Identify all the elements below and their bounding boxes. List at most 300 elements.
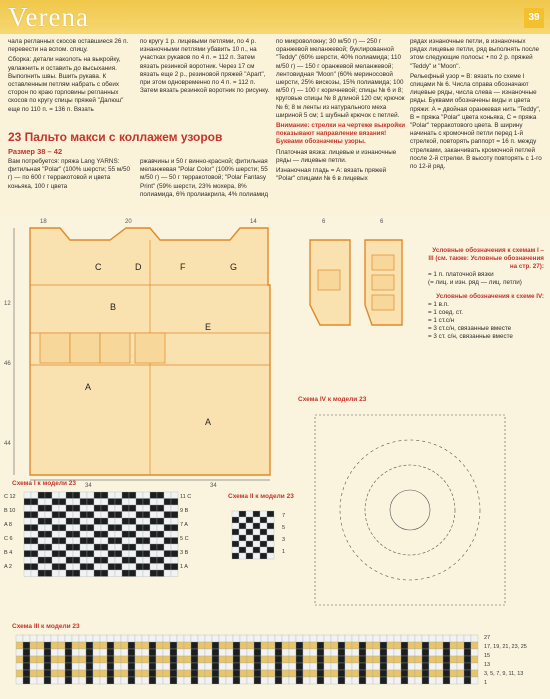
grid-cell (366, 663, 373, 670)
grid-cell (219, 649, 226, 656)
grid-cell (415, 649, 422, 656)
svg-text:11 C: 11 C (180, 494, 192, 500)
grid-cell (254, 656, 261, 663)
grid-cell (164, 570, 171, 577)
grid-cell (464, 642, 471, 649)
grid-cell (401, 635, 408, 642)
grid-cell (44, 677, 51, 684)
grid-cell (52, 525, 59, 532)
grid-cell (107, 663, 114, 670)
paragraph: Вам потребуется: пряжа Lang YARNS: фитильная "Polar" (100% шерсти; 55 м/50 г) — по 600 г терракотовой и цвета коньяка, 100 г цвета (8, 158, 131, 190)
grid-cell (429, 670, 436, 677)
svg-text:46: 46 (4, 361, 11, 367)
grid-cell (157, 557, 164, 564)
grid-cell (128, 663, 135, 670)
grid-cell (401, 656, 408, 663)
grid-cell (436, 663, 443, 670)
grid-cell (177, 677, 184, 684)
grid-cell (93, 642, 100, 649)
grid-cell (24, 492, 31, 499)
grid-cell (373, 656, 380, 663)
grid-cell (408, 677, 415, 684)
grid-cell (205, 663, 212, 670)
grid-cell (450, 642, 457, 649)
grid-cell (191, 635, 198, 642)
grid-cell (143, 499, 150, 506)
grid-cell (59, 499, 66, 506)
grid-cell (115, 531, 122, 538)
grid-cell (114, 649, 121, 656)
grid-cell (52, 512, 59, 519)
grid-cell (338, 642, 345, 649)
size-label: Размер 38 – 42 (8, 147, 63, 156)
grid-cell (254, 670, 261, 677)
grid-cell (114, 656, 121, 663)
grid-cell (59, 564, 66, 571)
grid-cell (122, 518, 129, 525)
paragraph: рядах изнаночные петли, в изнаночных рядах лицевые петли, ряд выполнять после этом следующие полосы: • по 2 р. пряжей "Teddy" и "Moon". (410, 38, 540, 70)
grid-cell (331, 635, 338, 642)
grid-cell (31, 557, 38, 564)
grid-cell (23, 670, 30, 677)
grid-cell (128, 677, 135, 684)
grid-cell (380, 649, 387, 656)
grid-cell (129, 492, 136, 499)
grid-cell (65, 635, 72, 642)
grid-cell (457, 656, 464, 663)
grid-cell (24, 531, 31, 538)
legend-item: = 1 в.п. (428, 301, 449, 308)
grid-cell (51, 656, 58, 663)
piece-label: D (135, 262, 142, 272)
grid-cell (317, 642, 324, 649)
grid-cell (289, 649, 296, 656)
grid-cell (59, 518, 66, 525)
grid-cell (429, 649, 436, 656)
grid-cell (143, 564, 150, 571)
grid-cell (352, 642, 359, 649)
grid-cell (184, 656, 191, 663)
grid-cell (24, 557, 31, 564)
brand-logo: Verena (8, 2, 89, 32)
grid-cell (345, 635, 352, 642)
grid-cell (150, 492, 157, 499)
grid-cell (268, 642, 275, 649)
grid-cell (108, 518, 115, 525)
grid-cell (38, 557, 45, 564)
grid-cell (275, 670, 282, 677)
crochet-motif (315, 415, 505, 605)
grid-cell (170, 670, 177, 677)
grid-cell (66, 551, 73, 558)
grid-cell (38, 531, 45, 538)
grid-cell (317, 663, 324, 670)
grid-cell (65, 656, 72, 663)
grid-cell (73, 570, 80, 577)
grid-cell (80, 551, 87, 558)
grid-cell (247, 656, 254, 663)
grid-cell (303, 663, 310, 670)
grid-cell (394, 642, 401, 649)
grid-cell (366, 677, 373, 684)
grid-cell (471, 649, 478, 656)
grid-cell (233, 670, 240, 677)
grid-cell (31, 505, 38, 512)
grid-cell (240, 635, 247, 642)
grid-cell (59, 492, 66, 499)
grid-cell (94, 564, 101, 571)
grid-cell (37, 635, 44, 642)
grid-cell (136, 512, 143, 519)
grid-cell (156, 642, 163, 649)
grid-cell (143, 570, 150, 577)
svg-text:9 B: 9 B (180, 508, 189, 514)
grid-cell (443, 642, 450, 649)
grid-cell (260, 511, 267, 517)
grid-cell (128, 656, 135, 663)
grid-cell (122, 564, 129, 571)
svg-text:B 10: B 10 (4, 508, 16, 514)
grid-cell (171, 492, 178, 499)
grid-cell (66, 518, 73, 525)
grid-cell (122, 544, 129, 551)
grid-cell (331, 663, 338, 670)
grid-cell (177, 656, 184, 663)
grid-cell (219, 670, 226, 677)
grid-cell (59, 570, 66, 577)
grid-cell (164, 544, 171, 551)
grid-cell (157, 564, 164, 571)
grid-cell (247, 635, 254, 642)
grid-cell (282, 670, 289, 677)
grid-cell (184, 677, 191, 684)
grid-cell (101, 505, 108, 512)
scheme-3-grid (16, 635, 478, 684)
grid-cell (232, 541, 239, 547)
grid-cell (289, 670, 296, 677)
grid-cell (45, 570, 52, 577)
grid-cell (232, 529, 239, 535)
scheme-2-grid (232, 511, 274, 559)
grid-cell (380, 677, 387, 684)
grid-cell (73, 499, 80, 506)
grid-cell (387, 656, 394, 663)
grid-cell (457, 649, 464, 656)
svg-text:3: 3 (282, 537, 286, 543)
grid-cell (101, 512, 108, 519)
grid-cell (115, 512, 122, 519)
grid-cell (254, 677, 261, 684)
grid-cell (100, 677, 107, 684)
grid-cell (331, 677, 338, 684)
grid-cell (331, 656, 338, 663)
grid-cell (129, 570, 136, 577)
grid-cell (16, 635, 23, 642)
grid-cell (260, 535, 267, 541)
grid-cell (38, 505, 45, 512)
grid-cell (94, 544, 101, 551)
grid-cell (108, 564, 115, 571)
grid-cell (86, 649, 93, 656)
grid-cell (58, 649, 65, 656)
grid-cell (128, 642, 135, 649)
grid-cell (191, 656, 198, 663)
grid-cell (135, 649, 142, 656)
grid-cell (31, 512, 38, 519)
grid-cell (45, 492, 52, 499)
grid-cell (254, 649, 261, 656)
grid-cell (171, 505, 178, 512)
grid-cell (149, 670, 156, 677)
grid-cell (66, 538, 73, 545)
grid-cell (142, 677, 149, 684)
grid-cell (268, 677, 275, 684)
grid-cell (233, 635, 240, 642)
grid-cell (163, 663, 170, 670)
grid-cell (408, 656, 415, 663)
grid-cell (37, 649, 44, 656)
grid-cell (52, 538, 59, 545)
grid-cell (422, 656, 429, 663)
grid-cell (359, 656, 366, 663)
grid-cell (87, 525, 94, 532)
grid-cell (108, 557, 115, 564)
grid-cell (31, 531, 38, 538)
grid-cell (94, 505, 101, 512)
grid-cell (80, 557, 87, 564)
grid-cell (87, 538, 94, 545)
paragraph: по микроволокну; 30 м/50 г) — 250 г оранжевой меланжевой; буклированной "Teddy" (60% шерсти, 40% полиамида; 110 м/50 г) — 150 г оранжевой меланжевой; лентовидная "Moon" (60% мериносовой шерсти, 25% вискозы, 15% полиамида; 100 м/50 г) — 100 г коричневой; спицы № 6 и 8; круговые спицы № 8 длиной 120 см; крючок № 6; 8 м ленты из натурального меха шириной 5 см; 1 шубный крючок с петлей. (276, 38, 405, 119)
grid-cell (450, 649, 457, 656)
grid-cell (45, 525, 52, 532)
text-column-4 (410, 38, 544, 173)
grid-cell (170, 642, 177, 649)
grid-cell (253, 529, 260, 535)
grid-cell (114, 663, 121, 670)
grid-cell (324, 642, 331, 649)
grid-cell (232, 523, 239, 529)
grid-cell (275, 642, 282, 649)
svg-text:5 C: 5 C (180, 536, 189, 542)
grid-cell (317, 649, 324, 656)
page-number: 39 (524, 8, 544, 28)
grid-cell (80, 492, 87, 499)
grid-cell (331, 649, 338, 656)
grid-cell (171, 544, 178, 551)
grid-cell (366, 649, 373, 656)
grid-cell (164, 518, 171, 525)
grid-cell (80, 505, 87, 512)
paragraph: ржавчины и 50 г винно-красной; фитильная меланжевая "Polar Color" (100% шерсти; 55 м/50 г) — 50 г терракотовой; "Polar Fantasy Print" (59% шерсти, 23% мохера, 8% полиамида, 6% пролиакрила, 4% полиамид (140, 158, 269, 198)
grid-cell (45, 564, 52, 571)
grid-cell (157, 551, 164, 558)
grid-cell (115, 551, 122, 558)
grid-cell (267, 517, 274, 523)
grid-cell (45, 499, 52, 506)
grid-cell (52, 518, 59, 525)
grid-cell (443, 649, 450, 656)
grid-cell (408, 635, 415, 642)
grid-cell (45, 538, 52, 545)
grid-cell (115, 570, 122, 577)
grid-cell (86, 656, 93, 663)
grid-cell (31, 492, 38, 499)
grid-cell (86, 670, 93, 677)
svg-text:C 6: C 6 (4, 536, 13, 542)
grid-cell (247, 642, 254, 649)
grid-cell (86, 642, 93, 649)
paragraph: Внимание: стрелки на чертеже выкройки показывают направление вязания! Буквами обозначены узоры. (276, 122, 406, 146)
grid-cell (247, 677, 254, 684)
grid-cell (23, 649, 30, 656)
grid-cell (31, 525, 38, 532)
grid-cell (267, 553, 274, 559)
grid-cell (94, 525, 101, 532)
grid-cell (142, 656, 149, 663)
grid-cell (87, 492, 94, 499)
grid-cell (115, 564, 122, 571)
grid-cell (51, 677, 58, 684)
grid-cell (52, 570, 59, 577)
grid-cell (198, 649, 205, 656)
grid-cell (464, 677, 471, 684)
grid-cell (233, 649, 240, 656)
grid-cell (253, 535, 260, 541)
grid-cell (443, 656, 450, 663)
grid-cell (464, 663, 471, 670)
grid-cell (268, 635, 275, 642)
grid-cell (80, 518, 87, 525)
grid-cell (219, 642, 226, 649)
grid-cell (101, 492, 108, 499)
grid-cell (149, 656, 156, 663)
grid-cell (324, 649, 331, 656)
grid-cell (380, 670, 387, 677)
svg-text:3 B: 3 B (180, 550, 189, 556)
grid-cell (324, 663, 331, 670)
piece-label: A (85, 382, 92, 392)
grid-cell (24, 512, 31, 519)
grid-cell (59, 505, 66, 512)
grid-cell (408, 642, 415, 649)
grid-cell (205, 642, 212, 649)
grid-cell (157, 499, 164, 506)
grid-cell (177, 670, 184, 677)
grid-cell (136, 505, 143, 512)
grid-cell (212, 670, 219, 677)
grid-cell (324, 656, 331, 663)
grid-cell (101, 518, 108, 525)
grid-cell (108, 551, 115, 558)
grid-cell (121, 677, 128, 684)
grid-cell (93, 649, 100, 656)
grid-cell (261, 649, 268, 656)
grid-cell (164, 499, 171, 506)
grid-cell (87, 564, 94, 571)
grid-cell (261, 656, 268, 663)
grid-cell (198, 656, 205, 663)
grid-cell (331, 670, 338, 677)
grid-cell (101, 531, 108, 538)
grid-cell (73, 531, 80, 538)
grid-cell (51, 649, 58, 656)
grid-cell (268, 656, 275, 663)
grid-cell (58, 663, 65, 670)
grid-cell (443, 677, 450, 684)
grid-cell (373, 635, 380, 642)
grid-cell (303, 677, 310, 684)
grid-cell (45, 557, 52, 564)
legend-item: = 3 ст.с/н, связанные вместе (428, 325, 512, 332)
grid-cell (52, 544, 59, 551)
grid-cell (107, 649, 114, 656)
grid-cell (464, 635, 471, 642)
grid-cell (296, 656, 303, 663)
grid-cell (219, 635, 226, 642)
grid-cell (450, 677, 457, 684)
grid-cell (142, 642, 149, 649)
grid-cell (289, 663, 296, 670)
grid-cell (101, 538, 108, 545)
grid-cell (260, 523, 267, 529)
grid-cell (246, 529, 253, 535)
grid-cell (44, 649, 51, 656)
grid-cell (44, 642, 51, 649)
grid-cell (170, 656, 177, 663)
grid-cell (24, 505, 31, 512)
grid-cell (239, 517, 246, 523)
grid-cell (247, 663, 254, 670)
grid-cell (380, 656, 387, 663)
grid-cell (171, 564, 178, 571)
grid-cell (191, 649, 198, 656)
grid-cell (239, 529, 246, 535)
grid-cell (387, 670, 394, 677)
grid-cell (94, 492, 101, 499)
grid-cell (275, 649, 282, 656)
grid-cell (121, 642, 128, 649)
svg-text:18: 18 (40, 219, 47, 225)
grid-cell (30, 656, 37, 663)
grid-cell (443, 663, 450, 670)
grid-cell (115, 538, 122, 545)
grid-cell (457, 663, 464, 670)
grid-cell (157, 512, 164, 519)
grid-cell (52, 499, 59, 506)
grid-cell (212, 635, 219, 642)
grid-cell (87, 505, 94, 512)
grid-cell (150, 505, 157, 512)
grid-cell (345, 656, 352, 663)
grid-cell (129, 557, 136, 564)
grid-cell (394, 635, 401, 642)
legend-item: = 1 ст.с/н (428, 317, 455, 324)
grid-cell (149, 635, 156, 642)
grid-cell (253, 541, 260, 547)
grid-cell (93, 656, 100, 663)
grid-cell (157, 531, 164, 538)
grid-cell (289, 642, 296, 649)
grid-cell (31, 518, 38, 525)
grid-cell (100, 663, 107, 670)
grid-cell (191, 677, 198, 684)
grid-cell (296, 642, 303, 649)
grid-cell (58, 642, 65, 649)
grid-cell (317, 656, 324, 663)
grid-cell (94, 518, 101, 525)
grid-cell (394, 649, 401, 656)
grid-cell (422, 649, 429, 656)
